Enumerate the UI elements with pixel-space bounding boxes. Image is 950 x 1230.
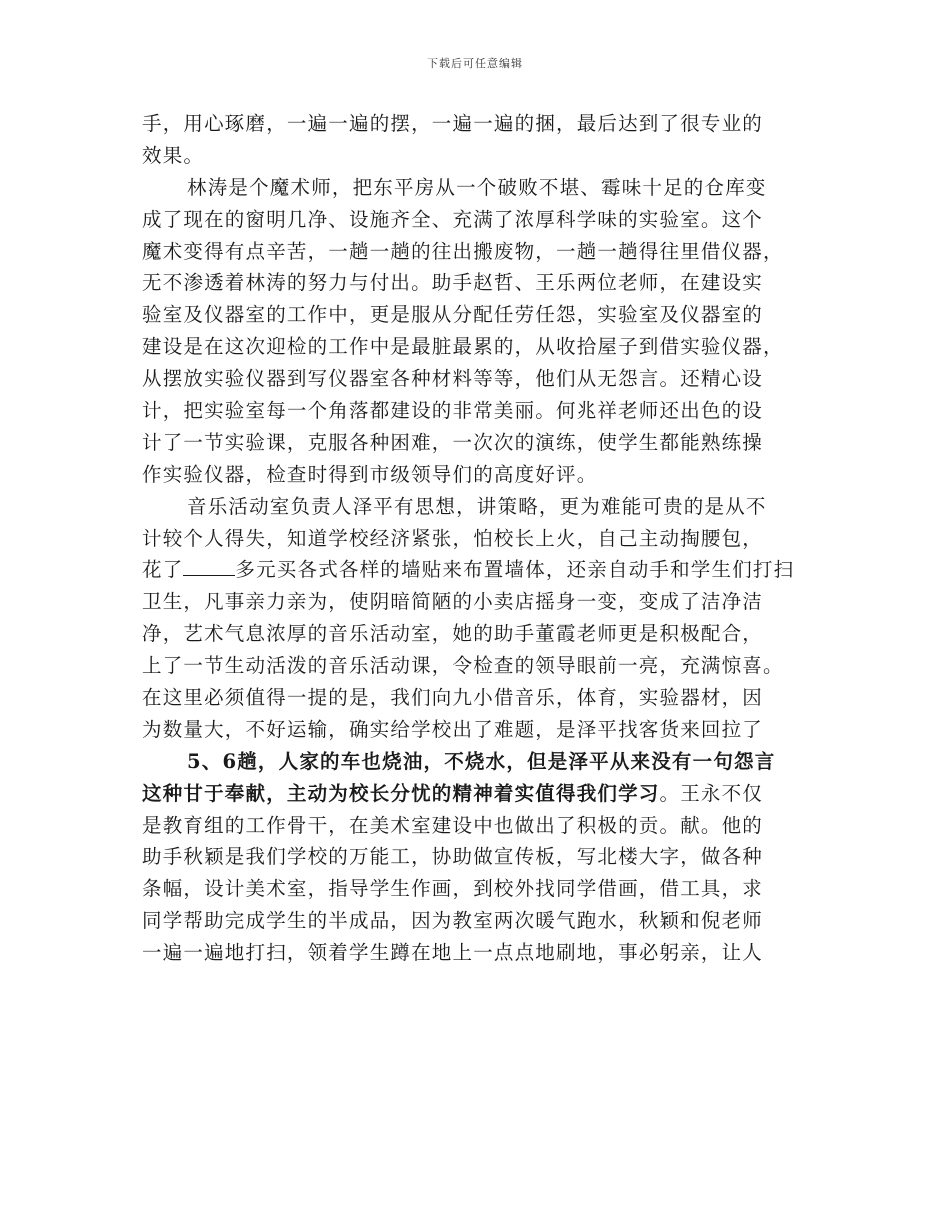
document-body	[142, 108, 842, 969]
fill-in-blank	[183, 557, 235, 576]
text-line: 净，艺术气息浓厚的音乐活动室，她的助手董霞老师更是积极配合，	[142, 622, 764, 646]
text-line: 手，用心琢磨，一遍一遍的摆，一遍一遍的捆，最后达到了很专业的	[142, 112, 764, 135]
text-line: 同学帮助完成学生的半成品，因为教室两次暖气跑水，秋颖和倪老师	[142, 909, 764, 933]
text-line: 作实验仪器，检查时得到市级领导们的高度好评。	[142, 462, 598, 486]
bold-text-line: 5、6趟，人家的车也烧油，不烧水，但是泽平从来没有一句怨言	[187, 749, 776, 773]
text-line: 计了一节实验课，克服各种困难，一次次的演练，使学生都能熟练操	[142, 430, 764, 454]
text-line: 建设是在这次迎检的工作中是最脏最累的，从收拾屋子到借实验仪器，	[142, 335, 784, 359]
text-line: 从摆放实验仪器到写仪器室各种材料等等，他们从无怨言。还精心设	[142, 367, 764, 391]
text-line: 计，把实验室每一个角落都建设的非常美丽。何兆祥老师还出色的设	[142, 399, 764, 423]
text-line-with-blank	[142, 554, 842, 586]
text-segment: 。王永不仅	[659, 781, 764, 805]
text-line: 一遍一遍地打扫，领着学生蹲在地上一点点地刷地，事必躬亲，让人	[142, 941, 764, 965]
text-line: 魔术变得有点辛苦，一趟一趟的往出搬废物，一趟一趟得往里借仪器，	[142, 239, 784, 263]
bold-text-segment: 这种甘于奉献，主动为校长分忧的精神着实值得我们学习	[142, 781, 660, 805]
text-line: 卫生，凡事亲力亲为，使阴暗简陋的小卖店摇身一变，变成了洁净洁	[142, 590, 764, 614]
mixed-text-line	[142, 778, 842, 810]
text-segment: 多元买各式各样的墙贴来布置墙体，还亲自动手和学生们打扫	[235, 558, 795, 582]
text-segment: 花了	[142, 558, 184, 582]
text-line: 是教育组的工作骨干，在美术室建设中也做出了积极的贡。献。他的	[142, 813, 764, 837]
text-line: 计较个人得失，知道学校经济紧张，怕校长上火，自己主动掏腰包，	[142, 526, 764, 550]
page-header: 下载后可任意编辑	[427, 57, 523, 70]
text-line: 上了一节生动活泼的音乐活动课，令检查的领导眼前一亮，充满惊喜。	[142, 654, 784, 678]
text-line: 验室及仪器室的工作中，更是服从分配任劳任怨，实验室及仪器室的	[142, 303, 764, 327]
text-line: 效果。	[142, 143, 205, 167]
text-line: 条幅，设计美术室，指导学生作画，到校外找同学借画，借工具，求	[142, 877, 764, 901]
paragraph-start-line: 音乐活动室负责人泽平有思想，讲策略，更为难能可贵的是从不	[187, 494, 767, 518]
text-line: 成了现在的窗明几净、设施齐全、充满了浓厚科学味的实验室。这个	[142, 207, 764, 231]
text-line: 助手秋颖是我们学校的万能工，协助做宣传板，写北楼大字，做各种	[142, 845, 764, 869]
text-line: 为数量大，不好运输，确实给学校出了难题，是泽平找客货来回拉了	[142, 717, 764, 741]
text-line: 在这里必须值得一提的是，我们向九小借音乐，体育，实验器材，因	[142, 686, 764, 710]
text-line: 无不渗透着林涛的努力与付出。助手赵哲、王乐两位老师，在建设实	[142, 271, 764, 295]
paragraph-start-line: 林涛是个魔术师，把东平房从一个破败不堪、霉味十足的仓库变	[187, 175, 767, 199]
